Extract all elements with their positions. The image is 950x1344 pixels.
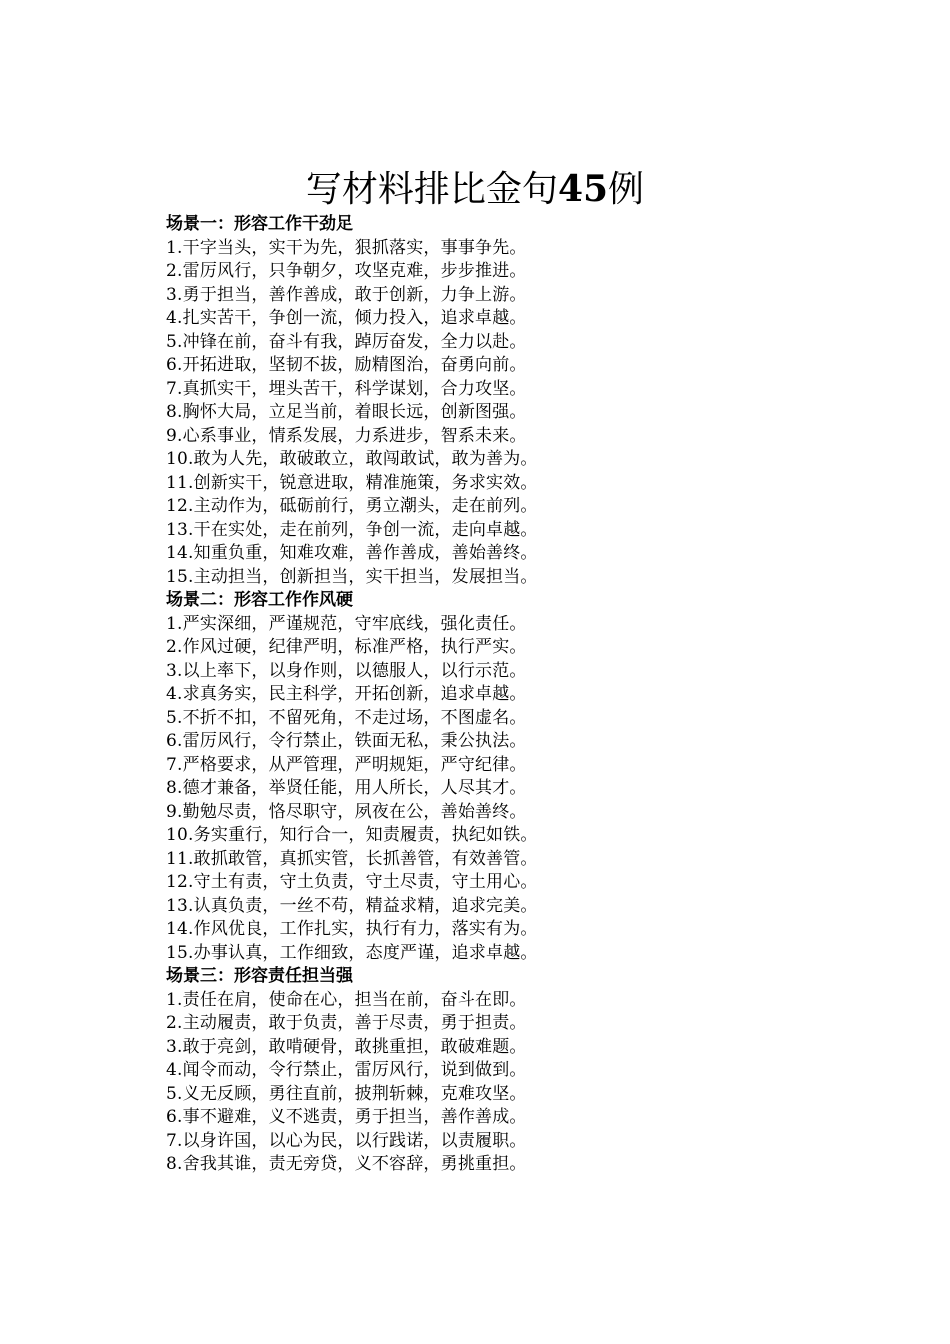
list-item: 15.主动担当，创新担当，实干担当，发展担当。 [166, 566, 538, 587]
section-1 [166, 213, 606, 589]
list-item: 14.作风优良，工作扎实，执行有力，落实有为。 [166, 919, 538, 939]
list-item: 3.敢于亮剑，敢啃硬骨，敢挑重担，敢破难题。 [166, 1036, 527, 1057]
list-item: 7.真抓实干，埋头苦干，科学谋划，合力攻坚。 [166, 378, 527, 399]
list-item: 10.敢为人先，敢破敢立，敢闯敢试，敢为善为。 [166, 449, 538, 469]
section-2 [166, 589, 606, 965]
list-item: 12.主动作为，砥砺前行，勇立潮头，走在前列。 [166, 496, 538, 516]
list-item: 4.扎实苦干，争创一流，倾力投入，追求卓越。 [166, 308, 527, 328]
list-item: 6.事不避难，义不逃责，勇于担当，善作善成。 [166, 1107, 527, 1127]
list-item: 7.以身许国，以心为民，以行践诺，以责履职。 [166, 1130, 527, 1151]
list-item: 5.冲锋在前，奋斗有我，踔厉奋发，全力以赴。 [166, 331, 527, 352]
list-item: 7.严格要求，从严管理，严明规矩，严守纪律。 [166, 754, 527, 775]
list-item: 2.作风过硬，纪律严明，标准严格，执行严实。 [166, 637, 527, 657]
document-body [166, 213, 606, 1177]
section-heading: 场景二：形容工作作风硬 [166, 590, 353, 610]
list-item: 6.开拓进取，坚韧不拔，励精图治，奋勇向前。 [166, 355, 527, 375]
list-item: 11.敢抓敢管，真抓实管，长抓善管，有效善管。 [166, 848, 538, 869]
title-suffix: 例 [608, 169, 645, 210]
list-item: 15.办事认真，工作细致，态度严谨，追求卓越。 [166, 942, 538, 963]
list-item: 5.不折不扣，不留死角，不走过场，不图虚名。 [166, 707, 527, 728]
list-item: 4.求真务实，民主科学，开拓创新，追求卓越。 [166, 684, 527, 704]
list-item: 9.勤勉尽责，恪尽职守，夙夜在公，善始善终。 [166, 801, 527, 822]
list-item: 9.心系事业，情系发展，力系进步，智系未来。 [166, 425, 527, 446]
section-heading: 场景一：形容工作干劲足 [166, 214, 353, 234]
list-item: 3.勇于担当，善作善成，敢于创新，力争上游。 [166, 284, 527, 305]
section-heading: 场景三：形容责任担当强 [166, 966, 353, 986]
title-number: 45 [557, 168, 609, 210]
list-item: 13.认真负责，一丝不苟，精益求精，追求完美。 [166, 895, 538, 916]
document-title [0, 166, 950, 213]
list-item: 5.义无反顾，勇往直前，披荆斩棘，克难攻坚。 [166, 1083, 527, 1104]
list-item: 13.干在实处，走在前列，争创一流，走向卓越。 [166, 519, 538, 540]
list-item: 8.胸怀大局，立足当前，着眼长远，创新图强。 [166, 402, 527, 422]
list-item: 11.创新实干，锐意进取，精准施策，务求实效。 [166, 472, 538, 493]
list-item: 8.舍我其谁，责无旁贷，义不容辞，勇挑重担。 [166, 1154, 527, 1174]
list-item: 12.守土有责，守土负责，守土尽责，守土用心。 [166, 872, 538, 892]
list-item: 2.雷厉风行，只争朝夕，攻坚克难，步步推进。 [166, 261, 527, 281]
list-item: 1.干字当头，实干为先，狠抓落实，事事争先。 [166, 237, 527, 258]
list-item: 6.雷厉风行，令行禁止，铁面无私，秉公执法。 [166, 731, 527, 751]
list-item: 8.德才兼备，举贤任能，用人所长，人尽其才。 [166, 778, 527, 798]
list-item: 14.知重负重，知难攻难，善作善成，善始善终。 [166, 543, 538, 563]
list-item: 2.主动履责，敢于负责，善于尽责，勇于担责。 [166, 1013, 527, 1033]
list-item: 3.以上率下，以身作则，以德服人，以行示范。 [166, 660, 527, 681]
list-item: 1.严实深细，严谨规范，守牢底线，强化责任。 [166, 613, 527, 634]
list-item: 10.务实重行，知行合一，知责履责，执纪如铁。 [166, 825, 538, 845]
section-3 [166, 965, 606, 1177]
title-text: 写材料排比金句 [305, 169, 558, 210]
list-item: 1.责任在肩，使命在心，担当在前，奋斗在即。 [166, 989, 527, 1010]
list-item: 4.闻令而动，令行禁止，雷厉风行，说到做到。 [166, 1060, 527, 1080]
